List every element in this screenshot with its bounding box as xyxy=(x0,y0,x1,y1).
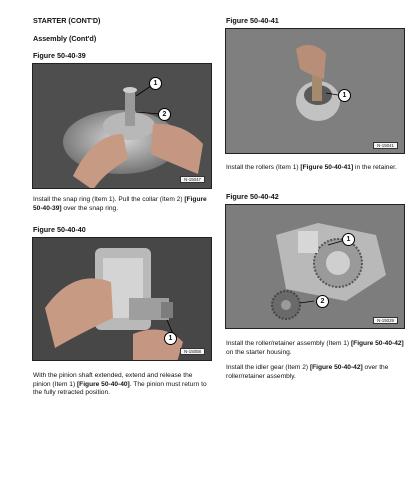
figure-39-photo xyxy=(32,63,212,189)
figure-40-label: Figure 50-40-40 xyxy=(33,225,86,234)
figure-41-code: N-15041 xyxy=(373,142,398,149)
figure-39-label: Figure 50-40-39 xyxy=(33,51,86,60)
figure-40-caption: With the pinion shaft extended, extend and release the pinion (Item 1) [Figure 50-40-40]. The pinion must return to the fully retracted position. xyxy=(33,372,207,397)
figure-42-caption-2: Install the idler gear (Item 2) [Figure 50-40-42] over the roller/retainer assembly. xyxy=(226,364,389,380)
idler-gear-illustration xyxy=(226,205,405,329)
figure-41-callout-1: 1 xyxy=(338,89,351,102)
figure-42-callout-2: 2 xyxy=(316,295,329,308)
figure-39-code: N-15047 xyxy=(180,176,205,183)
figure-39-callout-2: 2 xyxy=(158,108,171,121)
figure-41-caption: Install the rollers (Item 1) [Figure 50-40-41] in the retainer. xyxy=(226,164,397,171)
figure-39-callout-1: 1 xyxy=(149,77,162,90)
figure-42-photo xyxy=(225,204,405,329)
subsection-title: Assembly (Cont'd) xyxy=(33,34,97,43)
section-title: STARTER (CONT'D) xyxy=(33,16,101,25)
figure-42-callout-1: 1 xyxy=(342,233,355,246)
figure-40-photo xyxy=(32,237,212,361)
starter-snap-ring-illustration xyxy=(33,64,212,189)
roller-retainer-illustration xyxy=(226,29,405,154)
figure-42-code: N-15029 xyxy=(373,317,398,324)
figure-41-photo xyxy=(225,28,405,154)
figure-42-caption-1: Install the roller/retainer assembly (Item 1) [Figure 50-40-42] on the starter housing. xyxy=(226,340,404,356)
figure-42-label: Figure 50-40-42 xyxy=(226,192,279,201)
figure-40-callout-1: 1 xyxy=(164,332,177,345)
figure-40-code: N-15058 xyxy=(180,348,205,355)
figure-41-label: Figure 50-40-41 xyxy=(226,16,279,25)
starter-pinion-illustration xyxy=(33,238,212,361)
figure-39-caption: Install the snap ring (Item 1). Pull the collar (Item 2) [Figure 50-40-39] over the snap ring. xyxy=(33,196,207,212)
